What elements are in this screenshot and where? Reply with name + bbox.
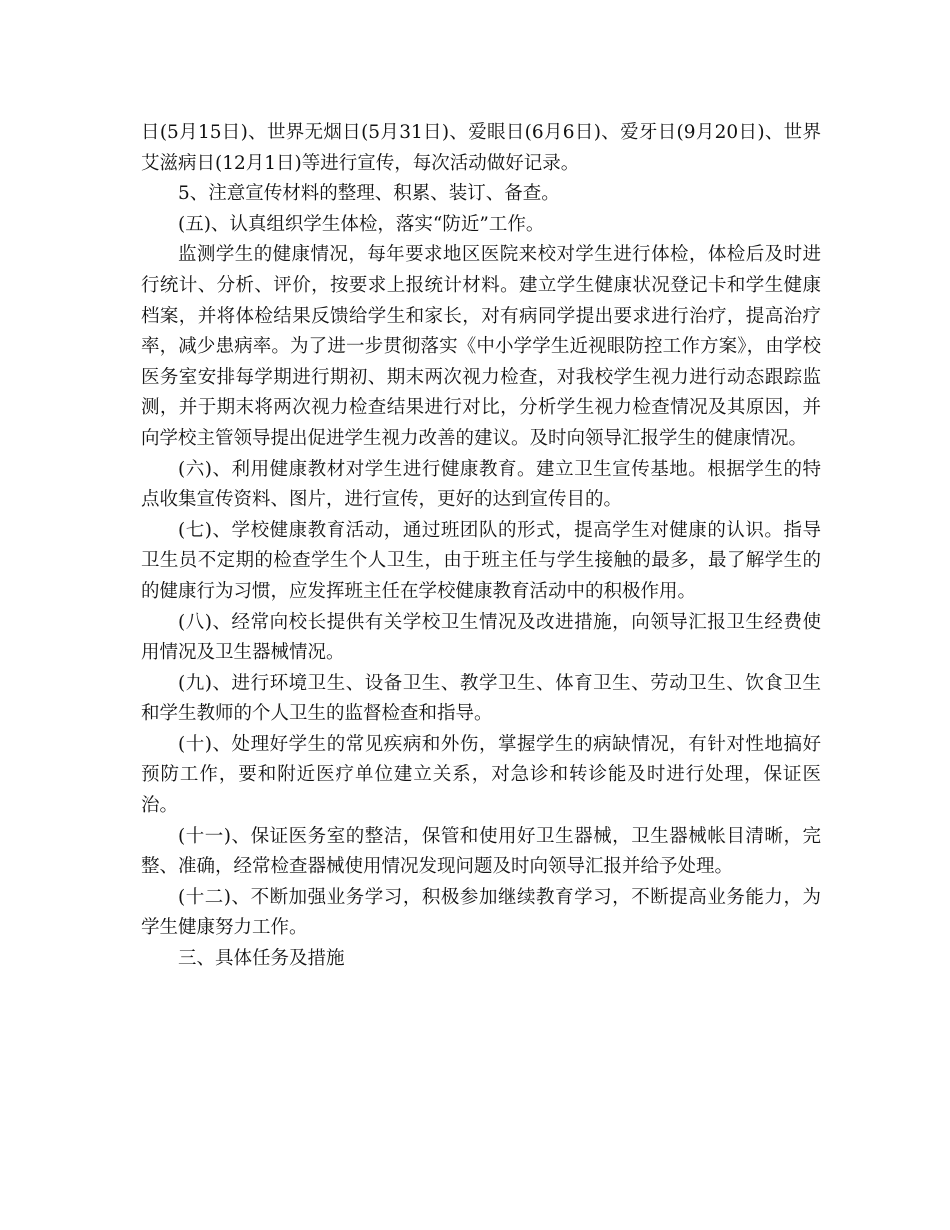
paragraph-item-twelve: (十二)、不断加强业务学习，积极参加继续教育学习，不断提高业务能力，为学生健康努力工作。 [141, 886, 821, 939]
paragraph-item-seven: (七)、学校健康教育活动，通过班团队的形式，提高学生对健康的认识。指导卫生员不定期的检查学生个人卫生，由于班主任与学生接触的最多，最了解学生的的健康行为习惯，应发挥班主任在学校健康教育活动中的积极作用。 [141, 519, 821, 602]
paragraph-item-eleven: (十一)、保证医务室的整洁，保管和使用好卫生器械，卫生器械帐目清晰，完整、准确，经常检查器械使用情况发现问题及时向领导汇报并给予处理。 [141, 825, 821, 878]
paragraph-monitor-health: 监测学生的健康情况，每年要求地区医院来校对学生进行体检，体检后及时进行统计、分析、评价，按要求上报统计材料。建立学生健康状况登记卡和学生健康档案，并将体检结果反馈给学生和家长，对有病同学提出要求进行治疗，提高治疗率，减少患病率。为了进一步贯彻落实《中小学学生近视眼防控工作方案》，由学校医务室安排每学期进行期初、期末两次视力检查，对我校学生视力进行动态跟踪监测，并于期末将两次视力检查结果进行对比，分析学生视力检查情况及其原因，并向学校主管领导提出促进学生视力改善的建议。及时向领导汇报学生的健康情况。 [141, 244, 821, 449]
heading-item-five: (五)、认真组织学生体检，落实“防近”工作。 [178, 213, 545, 235]
paragraph-item-six: (六)、利用健康教材对学生进行健康教育。建立卫生宣传基地。根据学生的特点收集宣传资料、图片，进行宣传，更好的达到宣传目的。 [141, 458, 821, 511]
paragraph-health-days: 日(5月15日)、世界无烟日(5月31日)、爱眼日(6月6日)、爱牙日(9月20日)、世界艾滋病日(12月1日)等进行宣传，每次活动做好记录。 [141, 122, 821, 174]
section-heading-3: 三、具体任务及措施 [178, 948, 345, 970]
paragraph-item-5: 5、注意宣传材料的整理、积累、装订、备查。 [178, 183, 560, 205]
paragraph-item-eight: (八)、经常向校长提供有关学校卫生情况及改进措施，向领导汇报卫生经费使用情况及卫生器械情况。 [141, 611, 821, 664]
paragraph-item-nine: (九)、进行环境卫生、设备卫生、教学卫生、体育卫生、劳动卫生、饮食卫生和学生教师的个人卫生的监督检查和指导。 [141, 672, 821, 725]
document-body [141, 118, 821, 975]
paragraph-item-ten: (十)、处理好学生的常见疾病和外伤，掌握学生的病缺情况，有针对性地搞好预防工作，要和附近医疗单位建立关系，对急诊和转诊能及时进行处理，保证医治。 [141, 733, 821, 817]
